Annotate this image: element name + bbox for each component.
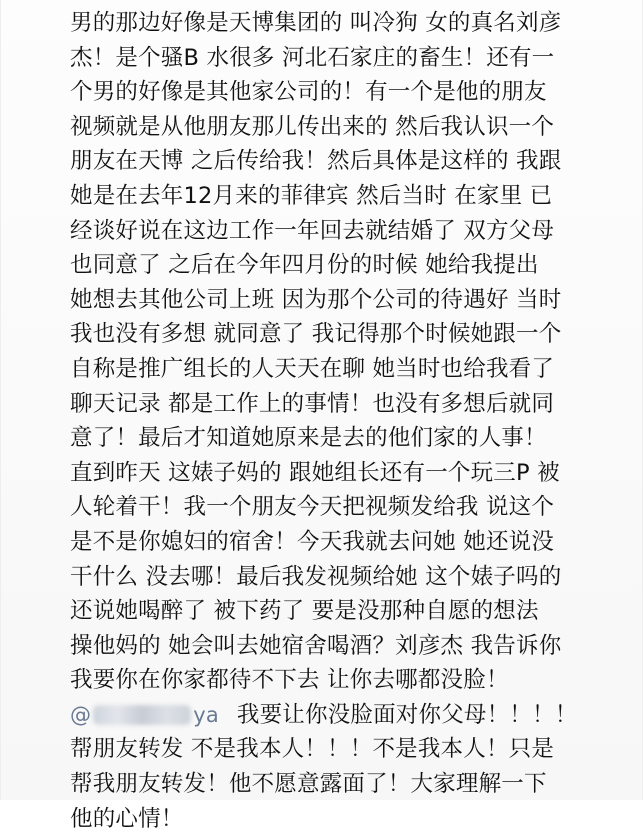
user-mention-link[interactable]	[70, 698, 219, 733]
post-line: 她是在去年12月来的菲律宾 然后当时 在家里 已	[70, 182, 553, 209]
post-line: 自称是推广组长的人天天在聊 她当时也给我看了	[70, 355, 555, 382]
mention-at-sign: @	[70, 702, 92, 727]
post-line: 还说她喝醉了 被下药了 要是没那种自愿的想法	[70, 598, 539, 625]
post-line: 经谈好说在这边工作一年回去就结婚了 双方父母	[70, 217, 555, 244]
post-line: 我也没有多想 就同意了 我记得那个时候她跟一个	[70, 321, 562, 348]
post-line: 人轮着干！我一个朋友今天把视频发给我 说这个	[70, 494, 555, 521]
closing-line: 他的心情！	[70, 805, 184, 832]
post-line: 干什么 没去哪！最后我发视频给她 这个婊子吗的	[70, 563, 562, 590]
mention-suffix: ya	[193, 702, 219, 727]
post-text-block	[70, 6, 630, 836]
post-line: 个男的好像是其他家公司的！有一个是他的朋友	[70, 79, 547, 106]
post-line: 朋友在天博 之后传给我！然后具体是这样的 我跟	[70, 148, 562, 175]
post-line: 是不是你媳妇的宿舍！今天我就去问她 她还说没	[70, 528, 555, 555]
mention-line	[70, 698, 630, 733]
post-line: 意了！最后才知道她原来是去的他们家的人事！	[70, 425, 547, 452]
closing-line: 帮朋友转发 不是我本人！！！不是我本人！只是	[70, 736, 555, 763]
post-line: 也同意了 之后在今年四月份的时候 她给我提出	[70, 252, 539, 279]
post-line: 她想去其他公司上班 因为那个公司的待遇好 当时	[70, 286, 562, 313]
post-line: 视频就是从他朋友那儿传出来的 然后我认识一个	[70, 113, 555, 140]
post-line: 我要你在你家都待不下去 让你去哪都没脸！	[70, 667, 509, 694]
post-line: 杰！是个骚B 水很多 河北石家庄的畜生！还有一	[70, 44, 555, 71]
post-line: 聊天记录 都是工作上的事情！也没有多想后就同	[70, 390, 555, 417]
closing-line: 帮我朋友转发！他不愿意露面了！大家理解一下	[70, 771, 547, 798]
post-line: 直到昨天 这婊子妈的 跟她组长还有一个玩三P 被	[70, 459, 560, 486]
mention-message: 我要让你没脸面对你父母！！！！	[236, 701, 578, 728]
blurred-username	[93, 705, 191, 725]
post-line: 操他妈的 她会叫去她宿舍喝酒？刘彦杰 我告诉你	[70, 632, 562, 659]
post-line: 男的那边好像是天博集团的 叫冷狗 女的真名刘彦	[70, 10, 562, 36]
